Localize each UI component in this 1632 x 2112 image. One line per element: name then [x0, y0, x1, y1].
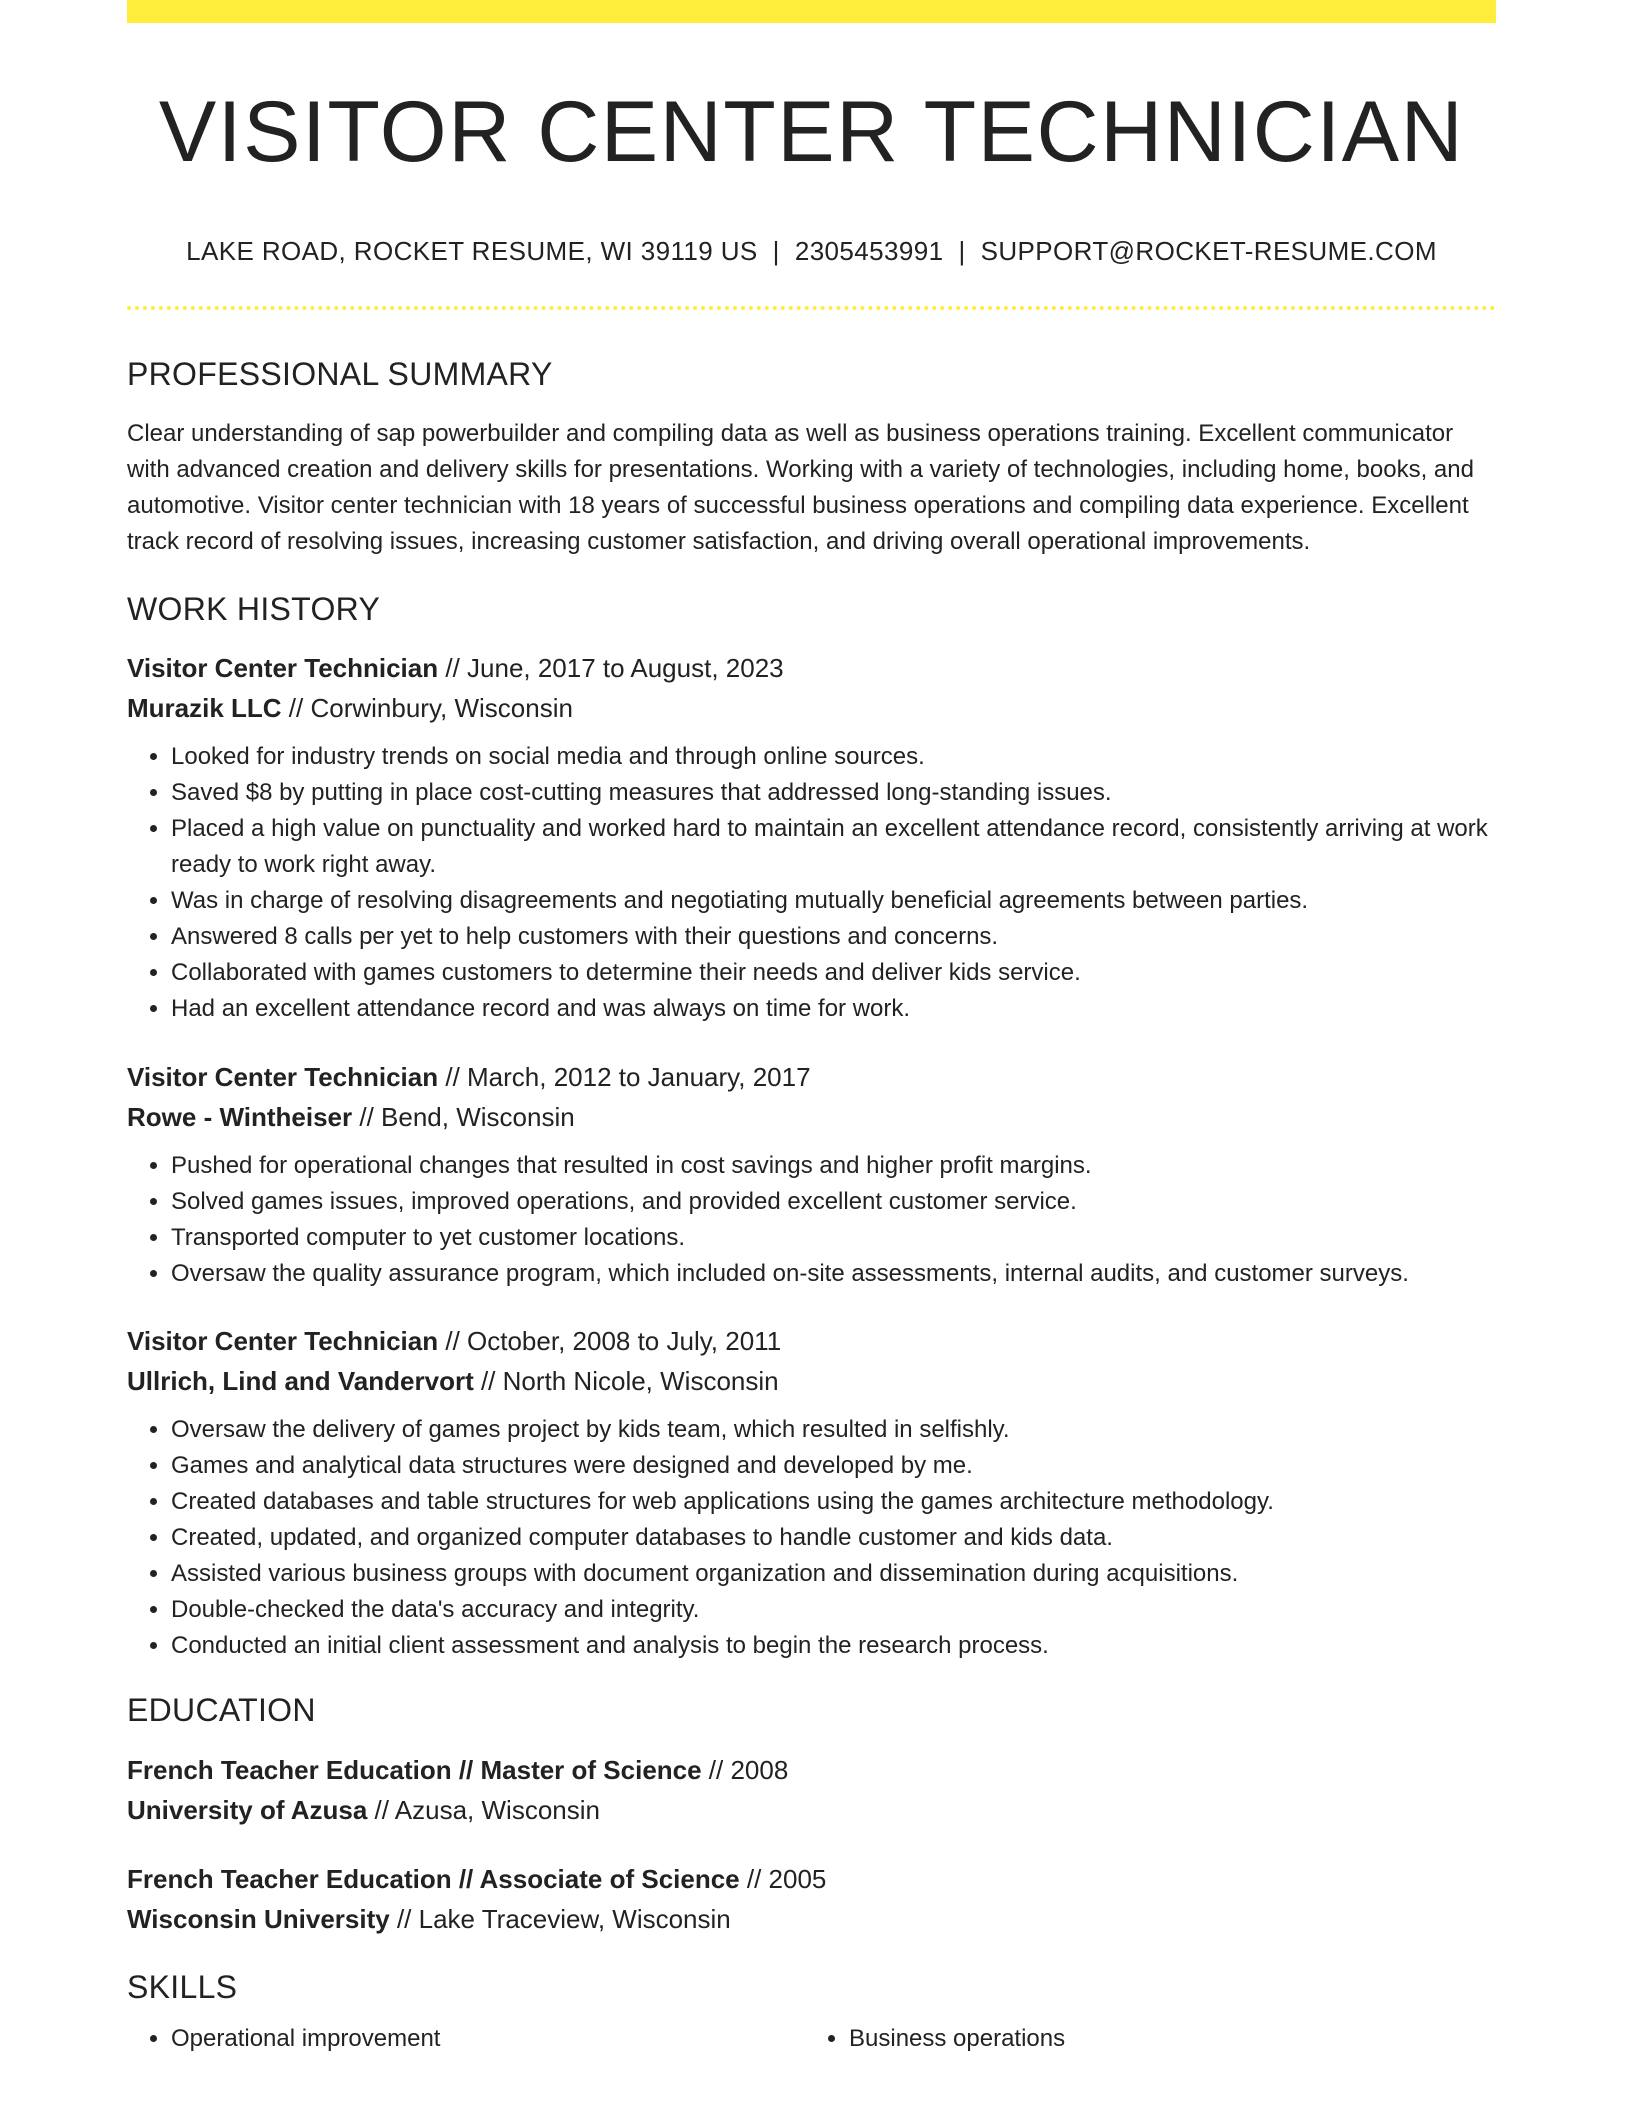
job-bullets: [127, 1412, 1496, 1664]
job-role-line: [127, 1057, 1496, 1097]
job-role-line: [127, 648, 1496, 688]
education-year: // 2005: [739, 1864, 827, 1894]
education-year: // 2008: [701, 1755, 789, 1785]
list-item: • Conducted an initial client assessment and analysis to begin the research process.: [171, 1628, 1496, 1664]
education-school: University of Azusa: [127, 1795, 368, 1825]
top-accent-bar: [127, 0, 1496, 23]
education-degree-line: [127, 1859, 1496, 1899]
list-item: • Oversaw the delivery of games project by kids team, which resulted in selfishly.: [171, 1412, 1496, 1448]
list-item: • Solved games issues, improved operations, and provided excellent customer service.: [171, 1184, 1496, 1220]
job-bullets: [127, 739, 1496, 1027]
education-location: // Lake Traceview, Wisconsin: [389, 1904, 731, 1934]
skills-list: [127, 2021, 1496, 2057]
job-role: Visitor Center Technician: [127, 653, 439, 683]
summary-heading: PROFESSIONAL SUMMARY: [127, 356, 553, 392]
work-history-heading: WORK HISTORY: [127, 591, 381, 627]
list-item: • Was in charge of resolving disagreements and negotiating mutually beneficial agreements between parties.: [171, 883, 1496, 919]
contact-separator: |: [958, 236, 966, 266]
list-item: • Operational improvement: [171, 2021, 849, 2057]
job-entry: [127, 648, 1496, 1027]
job-company: Rowe - Wintheiser: [127, 1102, 353, 1132]
list-item: • Placed a high value on punctuality and worked hard to maintain an excellent attendance record, consistently arriving at work ready to work right away.: [171, 811, 1496, 883]
contact-separator: |: [772, 236, 780, 266]
list-item: • Pushed for operational changes that resulted in cost savings and higher profit margins.: [171, 1148, 1496, 1184]
job-company-line: [127, 688, 1496, 728]
job-location: // Bend, Wisconsin: [352, 1102, 575, 1132]
summary-text: Clear understanding of sap powerbuilder and compiling data as well as business operations training. Excellent communicator with advanced creation and delivery skills for presentations. Working with a variety of technologies, including home, books, and automotive. Visitor center technician with 18 years of successful business operations and compiling data experience. Excellent track record of resolving issues, increasing customer satisfaction, and driving overall operational improvements.: [127, 420, 1474, 555]
education-school-line: [127, 1790, 1496, 1830]
skills-heading: SKILLS: [127, 1969, 238, 2005]
resume-page: [127, 0, 1496, 2112]
education-location: // Azusa, Wisconsin: [367, 1795, 600, 1825]
list-item: • Oversaw the quality assurance program, which included on-site assessments, internal audits, and customer surveys.: [171, 1256, 1496, 1292]
list-item: • Created databases and table structures for web applications using the games architecture methodology.: [171, 1484, 1496, 1520]
job-dates: // June, 2017 to August, 2023: [438, 653, 784, 683]
list-item: • Assisted various business groups with document organization and dissemination during acquisitions.: [171, 1556, 1496, 1592]
education-entry: [127, 1859, 1496, 1939]
list-item: • Double-checked the data's accuracy and integrity.: [171, 1592, 1496, 1628]
list-item: • Transported computer to yet customer locations.: [171, 1220, 1496, 1256]
list-item: • Looked for industry trends on social media and through online sources.: [171, 739, 1496, 775]
list-item: • Business operations: [849, 2021, 1449, 2057]
job-entry: [127, 1057, 1496, 1292]
contact-email: SUPPORT@ROCKET-RESUME.COM: [980, 236, 1437, 266]
job-company-line: [127, 1361, 1496, 1401]
education-degree: French Teacher Education // Associate of Science: [127, 1864, 740, 1894]
job-role: Visitor Center Technician: [127, 1062, 439, 1092]
job-role-line: [127, 1321, 1496, 1361]
list-item: • Created, updated, and organized computer databases to handle customer and kids data.: [171, 1520, 1496, 1556]
job-bullets: [127, 1148, 1496, 1292]
job-location: // Corwinbury, Wisconsin: [281, 693, 573, 723]
resume-title: VISITOR CENTER TECHNICIAN: [158, 84, 1465, 180]
education-degree-line: [127, 1750, 1496, 1790]
job-location: // North Nicole, Wisconsin: [473, 1366, 779, 1396]
job-company: Ullrich, Lind and Vandervort: [127, 1366, 474, 1396]
job-dates: // October, 2008 to July, 2011: [438, 1326, 782, 1356]
dotted-divider: [127, 306, 1496, 310]
contact-line: [127, 234, 1496, 268]
list-item: • Saved $8 by putting in place cost-cutting measures that addressed long-standing issues.: [171, 775, 1496, 811]
list-item: • Collaborated with games customers to determine their needs and deliver kids service.: [171, 955, 1496, 991]
list-item: • Games and analytical data structures were designed and developed by me.: [171, 1448, 1496, 1484]
job-entry: [127, 1321, 1496, 1664]
job-role: Visitor Center Technician: [127, 1326, 439, 1356]
job-company-line: [127, 1097, 1496, 1137]
contact-address: LAKE ROAD, ROCKET RESUME, WI 39119 US: [186, 236, 758, 266]
job-dates: // March, 2012 to January, 2017: [438, 1062, 811, 1092]
education-school: Wisconsin University: [127, 1904, 390, 1934]
education-heading: EDUCATION: [127, 1692, 316, 1728]
education-entry: [127, 1750, 1496, 1830]
job-company: Murazik LLC: [127, 693, 282, 723]
list-item: • Answered 8 calls per yet to help customers with their questions and concerns.: [171, 919, 1496, 955]
contact-phone: 2305453991: [794, 236, 944, 266]
list-item: • Had an excellent attendance record and was always on time for work.: [171, 991, 1496, 1027]
education-degree: French Teacher Education // Master of Science: [127, 1755, 702, 1785]
education-school-line: [127, 1899, 1496, 1939]
